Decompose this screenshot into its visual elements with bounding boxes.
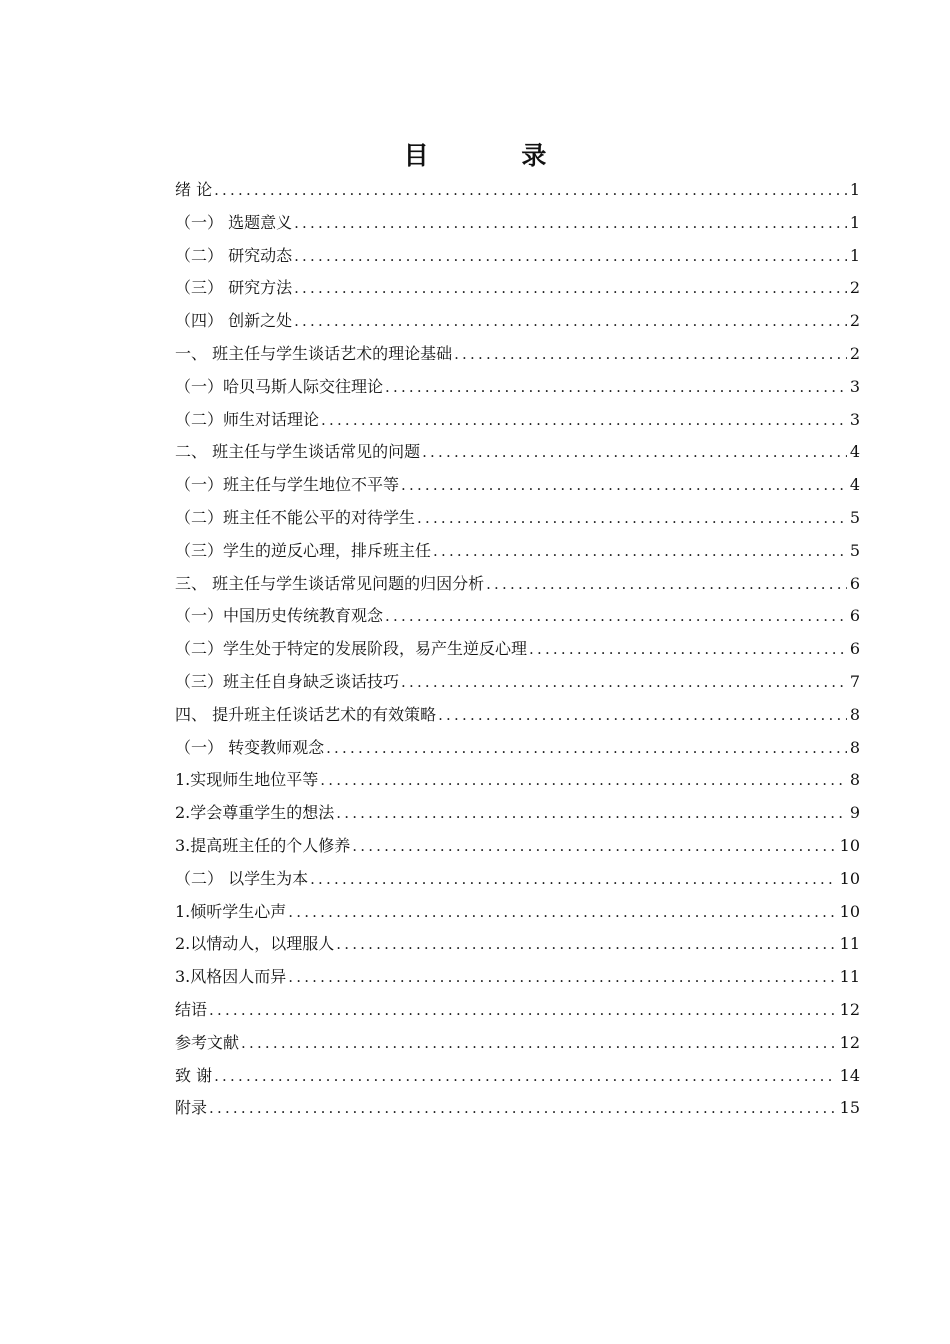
toc-page-number: 1 <box>849 180 860 199</box>
toc-entry[interactable] <box>175 275 860 308</box>
toc-page-number: 2 <box>849 343 860 363</box>
toc-entry-text: 结语 <box>175 999 208 1019</box>
toc-dot-leader <box>401 673 847 691</box>
toc-page-number: 10 <box>839 868 860 888</box>
toc-entry[interactable] <box>175 735 860 768</box>
toc-page-number: 2 <box>849 278 860 298</box>
toc-dot-leader <box>209 1001 837 1019</box>
toc-page-number: 5 <box>849 507 860 527</box>
toc-entry-text: （二）师生对话理论 <box>175 409 320 429</box>
toc-entry[interactable] <box>175 702 860 735</box>
toc-entry[interactable] <box>175 538 860 571</box>
toc-entry-text: （三） 研究方法 <box>175 278 293 298</box>
toc-page-number: 10 <box>839 901 860 921</box>
toc-entry[interactable] <box>175 964 860 997</box>
toc-dot-leader <box>214 181 847 199</box>
toc-entry[interactable] <box>175 505 860 538</box>
toc-dot-leader <box>385 378 847 396</box>
toc-entry[interactable] <box>175 177 860 210</box>
toc-dot-leader <box>385 607 847 625</box>
toc-entry[interactable] <box>175 931 860 964</box>
toc-entry[interactable] <box>175 571 860 604</box>
toc-entry-text: （三）班主任自身缺乏谈话技巧 <box>175 671 400 691</box>
toc-page-number: 10 <box>839 835 860 855</box>
toc-entry[interactable] <box>175 997 860 1030</box>
toc-page-number: 8 <box>849 704 860 724</box>
toc-entry[interactable] <box>175 210 860 243</box>
toc-page-number: 12 <box>839 1032 860 1052</box>
toc-page-number: 6 <box>849 606 860 626</box>
toc-entry-text: 一、 班主任与学生谈话艺术的理论基础 <box>175 343 453 363</box>
toc-entry-text: 致 谢 <box>175 1065 213 1085</box>
toc-entry[interactable] <box>175 603 860 636</box>
toc-page-number: 15 <box>839 1098 860 1118</box>
toc-entry[interactable] <box>175 1030 860 1063</box>
toc-dot-leader <box>294 312 847 330</box>
toc-entry[interactable] <box>175 341 860 374</box>
toc-dot-leader <box>310 870 837 888</box>
toc-entry-text: 2.学会尊重学生的想法 <box>175 803 335 823</box>
toc-page-number: 5 <box>849 540 860 560</box>
toc-page-number: 7 <box>849 671 860 691</box>
toc-entry[interactable] <box>175 833 860 866</box>
toc-dot-leader <box>294 214 847 232</box>
toc-entry-text: （二） 研究动态 <box>175 245 293 265</box>
toc-entry-text: （一） 选题意义 <box>175 212 293 232</box>
toc-dot-leader <box>294 247 847 265</box>
toc-entry[interactable] <box>175 767 860 800</box>
toc-dot-leader <box>209 1099 837 1117</box>
toc-page-number: 9 <box>849 803 860 823</box>
toc-dot-leader <box>454 345 847 363</box>
toc-entry[interactable] <box>175 899 860 932</box>
toc-page-number: 1 <box>849 212 860 232</box>
toc-dot-leader <box>486 575 847 593</box>
toc-entry-text: （二）学生处于特定的发展阶段，易产生逆反心理 <box>175 639 528 659</box>
toc-title: 目 录 <box>403 141 589 170</box>
toc-dot-leader <box>529 640 847 658</box>
toc-page-number: 4 <box>849 442 860 462</box>
toc-entry-text: 3.提高班主任的个人修养 <box>175 835 351 855</box>
toc-entry-text: （一） 转变教师观念 <box>175 737 325 757</box>
toc-dot-leader <box>294 279 847 297</box>
toc-dot-leader <box>422 443 847 461</box>
toc-entry-text: （一）中国历史传统教育观念 <box>175 606 384 626</box>
toc-dot-leader <box>214 1067 837 1085</box>
toc-page-number: 6 <box>849 573 860 593</box>
toc-page-number: 4 <box>849 475 860 495</box>
toc-entry[interactable] <box>175 866 860 899</box>
toc-entry-text: （三）学生的逆反心理，排斥班主任 <box>175 540 432 560</box>
toc-entry[interactable] <box>175 439 860 472</box>
toc-entry[interactable] <box>175 1063 860 1096</box>
toc-page-number: 3 <box>849 409 860 429</box>
toc-dot-leader <box>401 476 847 494</box>
toc-dot-leader <box>438 706 847 724</box>
toc-dot-leader <box>433 542 847 560</box>
toc-dot-leader <box>288 903 836 921</box>
toc-page-number: 8 <box>849 770 860 790</box>
toc-dot-leader <box>352 837 836 855</box>
toc-entry[interactable] <box>175 472 860 505</box>
toc-dot-leader <box>288 968 836 986</box>
toc-page-number: 2 <box>849 311 860 331</box>
toc-dot-leader <box>321 411 847 429</box>
toc-entry[interactable] <box>175 308 860 341</box>
toc-dot-leader <box>417 509 847 527</box>
toc-page-number: 14 <box>839 1065 860 1085</box>
toc-dot-leader <box>241 1034 837 1052</box>
toc-page-number: 3 <box>849 376 860 396</box>
toc-page-number: 12 <box>839 999 860 1019</box>
toc-entry-text: 二、 班主任与学生谈话常见的问题 <box>175 442 421 462</box>
toc-entry-text: （二）班主任不能公平的对待学生 <box>175 507 416 527</box>
toc-dot-leader <box>320 771 847 789</box>
toc-entry[interactable] <box>175 669 860 702</box>
toc-entry[interactable] <box>175 243 860 276</box>
toc-entry-text: 四、 提升班主任谈话艺术的有效策略 <box>175 704 437 724</box>
toc-entry-text: 绪 论 <box>175 180 213 199</box>
toc-entry[interactable] <box>175 636 860 669</box>
toc-entry[interactable] <box>175 800 860 833</box>
toc-dot-leader <box>326 739 847 757</box>
toc-entry-text: （二） 以学生为本 <box>175 868 309 888</box>
toc-page-number: 11 <box>839 967 860 987</box>
toc-dot-leader <box>336 804 847 822</box>
toc-page-number: 1 <box>849 245 860 265</box>
toc-entry-text: （一）哈贝马斯人际交往理论 <box>175 376 384 396</box>
toc-entry-text: （四） 创新之处 <box>175 311 293 331</box>
toc-entry-text: 3.风格因人而异 <box>175 967 287 987</box>
toc-page-number: 8 <box>849 737 860 757</box>
table-of-contents <box>175 177 860 1128</box>
toc-entry-text: 2.以情动人，以理服人 <box>175 934 335 954</box>
toc-entry[interactable] <box>175 407 860 440</box>
toc-dot-leader <box>336 935 836 953</box>
toc-entry-text: 参考文献 <box>175 1032 240 1052</box>
toc-entry-text: 1.实现师生地位平等 <box>175 770 319 790</box>
toc-entry[interactable] <box>175 1095 860 1128</box>
toc-entry-text: 附录 <box>175 1098 208 1118</box>
toc-entry-text: 1.倾听学生心声 <box>175 901 287 921</box>
toc-entry[interactable] <box>175 374 860 407</box>
toc-entry-text: 三、 班主任与学生谈话常见问题的归因分析 <box>175 573 485 593</box>
toc-entry-text: （一）班主任与学生地位不平等 <box>175 475 400 495</box>
toc-page-number: 11 <box>839 934 860 954</box>
toc-page-number: 6 <box>849 639 860 659</box>
